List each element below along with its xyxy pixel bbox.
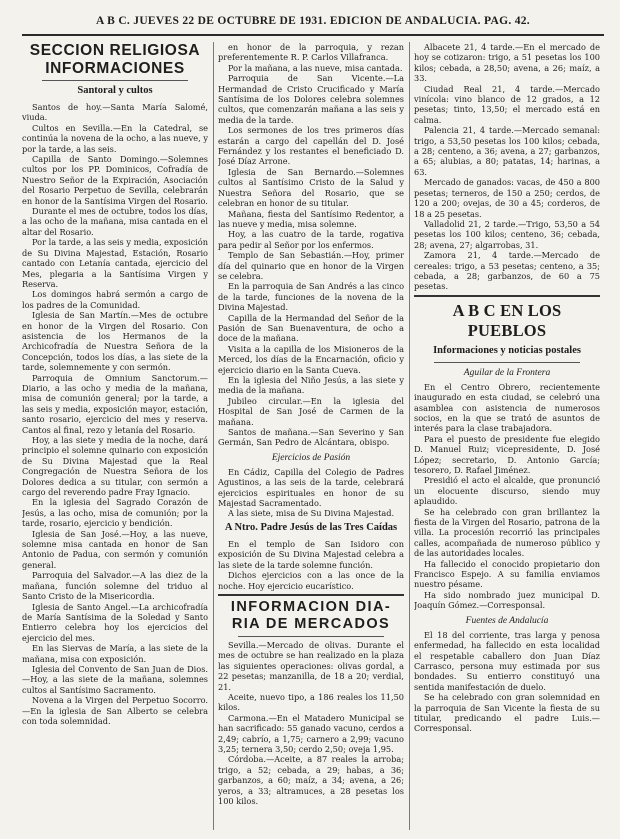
article-paragraph: Santos de mañana.—San Severino y San Germán, San Pedro de Alcántara, obispo. (218, 427, 404, 448)
article-paragraph: Albacete 21, 4 tarde.—En el mercado de hoy se cotizaron: trigo, a 51 pesetas los 100 kilos; cebada, a 28,50; avena, a 26; maíz, a 33. (414, 42, 600, 84)
subhead-aguilar: Aguilar de la Frontera (463, 367, 551, 378)
article-paragraph: Visita a la capilla de los Misioneros de la Merced, los días de la Encarnación, oficio y ejercicio diario en la Santa Cueva. (218, 343, 404, 375)
section-title-informaciones: INFORMACIONES (45, 60, 185, 77)
article-paragraph: Para el puesto de presidente fue elegido D. Manuel Ruiz; vicepresidente, D. José López; secretario, D. Antonio García; tesorero, D. Rafael Jiménez. (414, 433, 600, 475)
article-paragraph: Valladolid 21, 2 tarde.—Trigo, 53,50 a 54 pesetas los 100 kilos; centeno, 36; cebada, 28; avena, 27; algarrobas, 31. (414, 218, 600, 250)
subhead-fuentes: Fuentes de Andalucía (465, 615, 549, 626)
article-paragraph: Parroquia de Omnium Sanctorum.—Diario, a las ocho y media de la mañana, misa de comunión general; por la tarde, a las seis y media, exposición mayor, estación, santo rosario, ejercicio del mes y reserva. Cantos al final, rezo y letanía del Rosario. (22, 372, 208, 435)
article-paragraph: Córdoba.—Aceite, a 87 reales la arroba; trigo, a 52; cebada, a 29; habas, a 36; garbanzos, a 60; maíz, a 34; avena, a 26; yeros, a 33; altramuces, a 28 pesetas los 100 kilos. (218, 754, 404, 806)
article-paragraph: Capilla de la Hermandad del Señor de la Pasión de San Buenaventura, de ocho a doce de la mañana. (218, 312, 404, 344)
article-paragraph: Se ha celebrado con gran brillantez la fiesta de la Virgen del Rosario, patrona de la villa. La procesión recorrió las principales calles, acompañada de numeroso público y de las autoridades locales. (414, 506, 600, 559)
article-paragraph: Parroquia del Salvador.—A las diez de la mañana, función solemne del triduo al Santo Cristo de la Misericordia. (22, 570, 208, 602)
section-title-abc-pueblos: A B C EN LOS PUEBLOS (452, 300, 562, 340)
article-paragraph: Iglesia de San José.—Hoy, a las nueve, solemne misa cantada en honor de San Antonio de Padua, con sermón y comunión general. (22, 528, 208, 570)
column-1 (22, 42, 208, 830)
title-rule (42, 80, 188, 81)
section-title-mercados-1: INFORMACION DIA- (230, 598, 392, 615)
article-paragraph: Durante el mes de octubre, todos los días, a las ocho de la mañana, misa cantada en el altar del Rosario. (22, 206, 208, 237)
article-paragraph: Santos de hoy.—Santa María Salomé, viuda. (22, 102, 208, 123)
article-paragraph: Ciudad Real 21, 4 tarde.—Mercado vinícola: vino blanco de 12 grados, a 12 pesetas; tinto, 13,50; el mercado está en calma. (414, 83, 600, 125)
article-paragraph: Dichos ejercicios con a las once de la noche. Hoy ejercicio eucarístico. (218, 570, 404, 591)
article-paragraph: Por la mañana, a las nueve, misa cantada. (228, 62, 403, 73)
article-paragraph: Iglesia de San Bernardo.—Solemnes cultos al Santísimo Cristo de la Salud y Nuestra Señora del Rosario, que se celebran en honor de su titular. (218, 166, 404, 209)
article-paragraph: En Cádiz, Capilla del Colegio de Padres Agustinos, a las seis de la tarde, celebrará ejercicios espirituales en honor de su Majestad Sacramentado. (218, 466, 404, 509)
header-rule (22, 34, 604, 36)
article-paragraph: Zamora 21, 4 tarde.—Mercado de cereales: trigo, a 53 pesetas; centeno, a 35; cebada, a 28; garbanzos, de 60 a 75 pesetas. (414, 250, 600, 292)
section-rule (414, 295, 600, 297)
article-paragraph: En la parroquia de San Andrés a las cinco de la tarde, funciones de la novena de la Divina Majestad. (218, 281, 404, 313)
title-rule (238, 636, 384, 637)
article-paragraph: Los domingos habrá sermón a cargo de los padres de la Comunidad. (22, 289, 208, 310)
section-title-mercados-2: RIA DE MERCADOS (231, 615, 391, 632)
article-paragraph: Jubileo circular.—En la iglesia del Hospital de San José de Carmen de la mañana. (218, 395, 404, 427)
article-paragraph: Iglesia del Convento de San Juan de Dios.—Hoy, a las siete de la mañana, solemnes cultos al Santísimo Sacramento. (22, 663, 208, 695)
column-2 (218, 42, 404, 830)
article-paragraph: Ha fallecido el conocido propietario don Francisco Espejo. A su familia enviamos nuestro pésame. (414, 558, 600, 590)
article-paragraph: Sevilla.—Mercado de olivas. Durante el mes de octubre se han realizado en la plaza las siguientes operaciones: olivas gordal, a 22 pesetas; manzanilla, de 18 a 20; verdial, 21. (218, 639, 404, 692)
column-3 (414, 42, 600, 830)
article-paragraph: Hoy, a las cuatro de la tarde, rogativa para pedir al Señor por los enfermos. (218, 229, 404, 250)
page-header: A B C. JUEVES 22 DE OCTUBRE DE 1931. EDICION DE ANDALUCIA. PAG. 42. (96, 15, 530, 27)
article-paragraph: Mañana, fiesta del Santísimo Redentor, a las nueve y media, misa solemne. (218, 208, 404, 229)
article-paragraph: Iglesia de Santo Angel.—La archicofradía de María Santísima de la Soledad y Santo Entierro celebra hoy los ejercicios del ejercicio del mes. (22, 601, 208, 643)
article-paragraph: En las Siervas de María, a las siete de la mañana, misa con exposición. (22, 643, 208, 664)
article-paragraph: Parroquia de San Vicente.—La Hermandad de Cristo Crucificado y María Santísima de los Dolores celebra solemnes cultos, que comenzarán mañana a las seis y media de la tarde. (218, 73, 404, 125)
article-paragraph: En la iglesia del Niño Jesús, a las siete y media de la mañana. (218, 375, 404, 396)
title-rule (434, 362, 580, 363)
article-paragraph: en honor de la parroquia, y rezan preferentemente R. P. Carlos Villafranca. (218, 42, 404, 63)
article-paragraph: En el templo de San Isidoro con exposición de Su Divina Majestad celebra a las siete de la tarde solemne función. (218, 538, 404, 570)
article-paragraph: Hoy, a las siete y media de la noche, dará principio el solemne quinario con exposición de Su Divina Majestad que la Real Congregación de Nuestra Señora de los Dolores dedica a su titular, con sermón a cargo del reverendo padre Fray Ignacio. (22, 435, 208, 498)
subhead-informaciones: Informaciones y noticias postales (433, 344, 581, 356)
column-divider-2 (409, 42, 410, 830)
newspaper-page (22, 10, 604, 832)
article-paragraph: En el Centro Obrero, recientemente inaugurado en esta ciudad, se celebró una asamblea con asistencia de numerosos socios, en la que se trató de asuntos de interés para la clase trabajadora. (414, 381, 600, 434)
article-paragraph: Novena a la Virgen del Perpetuo Socorro.—En la iglesia de San Alberto se celebra con toda solemnidad. (22, 695, 208, 726)
article-paragraph: Iglesia de San Martín.—Mes de octubre en honor de la Virgen del Rosario. Con asistencia de los Hermanos de la Archicofradía de Nuestra Señora de la Concepción, todos los días, a las siete de la tarde, solemnemente y con sermón. (22, 310, 208, 373)
article-paragraph: Cultos en Sevilla.—En la Catedral, se continúa la novena de la ocho, a las nueve, y por la tarde, a las seis. (22, 122, 208, 154)
article-paragraph: Se ha celebrado con gran solemnidad en la parroquia de San Vicente la fiesta de su titular, predicando el padre Luis.—Corresponsal. (414, 692, 600, 734)
subhead-santoral: Santoral y cultos (77, 85, 153, 96)
article-paragraph: A las siete, misa de Su Divina Majestad. (228, 508, 395, 519)
article-paragraph: Capilla de Santo Domingo.—Solemnes cultos por los PP. Dominicos, Cofradía de Nuestro Señor de la Expiración, Asociación del Rosario Perpetuo de Sevilla, celebrarán en honor de la Santísima Virgen del Rosario. (22, 154, 208, 206)
subhead-ejercicios: Ejercicios de Pasión (271, 452, 351, 463)
article-paragraph: Ha sido nombrado juez municipal D. Joaquín Gómez.—Corresponsal. (414, 589, 600, 611)
article-paragraph: Aceite, nuevo tipo, a 186 reales los 11,50 kilos. (218, 691, 404, 713)
article-paragraph: Palencia 21, 4 tarde.—Mercado semanal: trigo, a 53,50 pesetas los 100 kilos; cebada, a 28; centeno, a 36; avena, a 27; garbanzos, a 65; alubias, a 80; patatas, 14; harinas, a 63. (414, 125, 600, 177)
column-divider-1 (213, 42, 214, 830)
section-rule (218, 594, 404, 596)
article-paragraph: El 18 del corriente, tras larga y penosa enfermedad, ha fallecido en esta localidad el respetable caballero don Juan Díaz Carrasco, persona muy estimada por sus bondades. Su entierro constituyó una sentida manifestación de duelo. (414, 629, 600, 692)
article-paragraph: Presidió el acto el alcalde, que pronunció un elocuente discurso, siendo muy aplaudido. (414, 475, 600, 507)
article-paragraph: Templo de San Sebastián.—Hoy, primer día del quinario que en honor de la Virgen se celebra. (218, 250, 404, 281)
article-paragraph: Por la tarde, a las seis y media, exposición de Su Divina Majestad, Estación, Rosario cantado con Letanía cantada, ejercicio del Mes, plegaria a la Santísima Virgen y Reserva. (22, 237, 208, 289)
article-paragraph: Carmona.—En el Matadero Municipal se han sacrificado: 55 ganado vacuno, cerdos a 2,49; cabrío, a 1,75; carnero a 2,99; vacuno 3,25; ternera 3,50; cerdo 2,50; oveja 1,95. (218, 712, 404, 754)
article-paragraph: Los sermones de los tres primeros días estarán a cargo del capellán del D. José Fernández y los restantes el beneficiado D. José Díaz Arrone. (218, 125, 404, 167)
section-title-religiosa: SECCION RELIGIOSA (29, 42, 201, 59)
subhead-nazareno: A Ntro. Padre Jesús de las Tres Caídas (224, 521, 398, 533)
article-paragraph: Mercado de ganados: vacas, de 450 a 800 pesetas; terneros, de 150 a 250; cerdos, de 120 a 200; ovejas, de 30 a 45; corderos, de 18 a 25 pesetas. (414, 177, 600, 219)
article-paragraph: En la iglesia del Sagrado Corazón de Jesús, a las ocho, misa de comunión; por la tarde, rosario, ejercicio y bendición. (22, 497, 208, 529)
